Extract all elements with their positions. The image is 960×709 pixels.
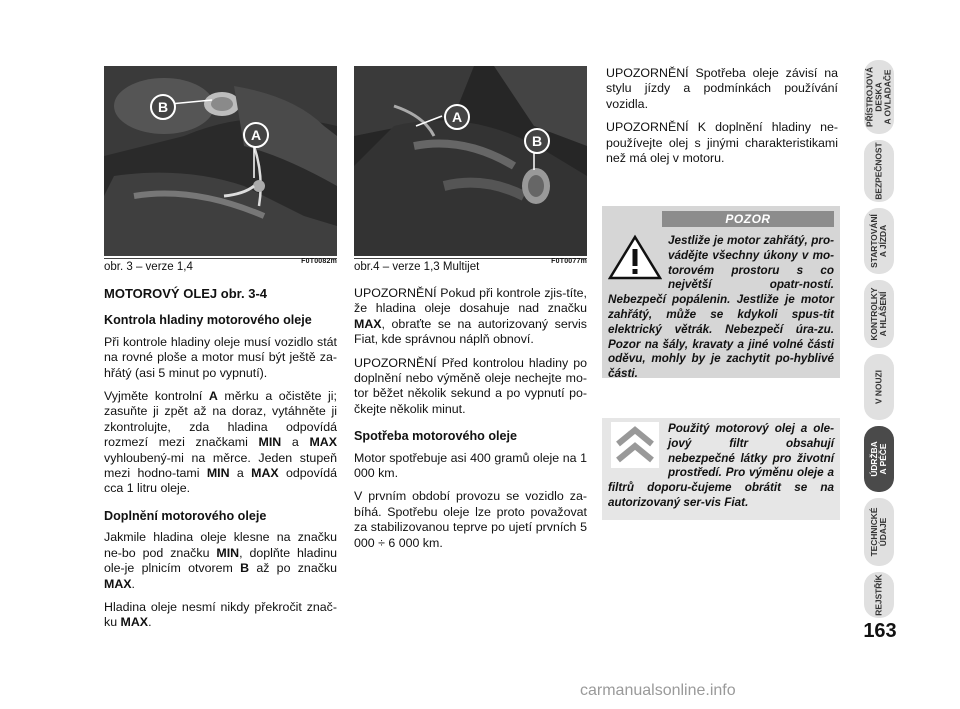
page-number: 163	[863, 620, 897, 642]
tab-bezpecnost[interactable]	[864, 140, 894, 202]
text: měrku a očistěte ji; zasuňte ji zpět až na doraz, vytáhněte ji zkontrolujte, zda hladina odpovídá rozmezí mezi značkami	[104, 389, 337, 450]
paragraph: Při kontrole hladiny oleje musí vozidlo stát na rovné ploše a motor musí být ještě za-hřátý (asi 5 minut po vypnutí).	[104, 334, 337, 380]
paragraph: Motor spotřebuje asi 400 gramů oleje na 1 000 km.	[354, 450, 587, 481]
warning-text-block	[608, 234, 834, 382]
text: .	[148, 615, 152, 630]
tab-label: PŘÍSTROJOVÁ DESKA A OVLADAČE	[864, 66, 893, 128]
watermark: carmanualsonline.info	[580, 682, 736, 699]
environment-text-fiat: Fiat	[724, 495, 746, 509]
text: MAX	[104, 576, 132, 591]
heading-oil-level-check: Kontrola hladiny motorového oleje	[104, 313, 312, 328]
environment-text-block	[608, 422, 834, 511]
tab-rejstrik[interactable]	[864, 572, 894, 618]
caption-text: obr.4 – verze 1,3 Multijet	[354, 261, 480, 273]
figure-caption-fig4	[354, 258, 587, 273]
warning-title: POZOR	[662, 211, 834, 227]
callout-b-fig3: B	[150, 94, 176, 120]
callout-b-fig4: B	[524, 128, 550, 154]
paragraph: UPOZORNĚNÍ Spotřeba oleje závisí na stylu jízdy a podmínkách používání vozidla.	[606, 66, 838, 111]
paragraph	[104, 600, 337, 631]
text: MIN	[206, 466, 230, 481]
paragraph	[104, 530, 337, 592]
paragraph: UPOZORNĚNÍ Před kontrolou hladiny po doplnění nebo výměně oleje nechejte mo-tor běžet několik sekund a po vypnutí po-čkejte několik minut.	[354, 355, 587, 416]
text: , doplňte hladinu ole-je plnicím otvorem	[104, 545, 337, 576]
heading-oil-top-up: Doplnění motorového oleje	[104, 508, 267, 523]
environment-text-end: .	[745, 495, 749, 509]
tab-label: KONTROLKY A HLÁŠENÍ	[869, 287, 888, 341]
text: Jakmile hladina oleje klesne na značku ne-bo pod značku	[104, 530, 337, 560]
heading-oil-consumption: Spotřeba motorového oleje	[354, 429, 518, 444]
column-3	[606, 66, 838, 174]
text: .	[131, 576, 135, 591]
text: A	[208, 389, 218, 404]
text: odpovídá cca 1 litru oleje.	[104, 466, 337, 496]
text: vyhloubený-mi na měrce. Jeden stupeň mezi hodno-tami	[104, 450, 337, 481]
text: a	[281, 435, 310, 450]
tab-technicke-udaje[interactable]	[864, 498, 894, 566]
paragraph: V prvním období provozu se vozidlo za-bíhá. Spotřebu oleje lze proto považovat za stabilizovanou teprve po ujetí prvních 5 000 ÷ 6 000 km.	[354, 489, 587, 550]
tab-v-nouzi[interactable]	[864, 354, 894, 420]
text: MAX	[354, 316, 382, 331]
tab-kontrolky[interactable]	[864, 280, 894, 348]
text: , obraťte se na autorizovaný servis Fiat, kde správnou náplň obnoví.	[354, 316, 587, 347]
tab-startovani[interactable]	[864, 208, 894, 274]
tab-label: TECHNICKÉ ÚDAJE	[869, 507, 888, 557]
text: MAX	[309, 435, 337, 450]
paragraph	[104, 389, 337, 497]
engine-photo-fig4	[354, 66, 587, 256]
callout-a-fig3: A	[243, 122, 269, 148]
tab-udrzba[interactable]	[864, 426, 894, 492]
tab-label: V NOUZI	[873, 370, 884, 404]
figure-code: F0T0077m	[551, 258, 587, 265]
tab-label: BEZPEČNOST	[873, 142, 884, 200]
column-1	[104, 286, 337, 639]
figure-code: F0T0082m	[301, 258, 337, 265]
warning-triangle-icon	[608, 234, 662, 280]
paragraph: UPOZORNĚNÍ K doplnění hladiny ne-používejte olej s jinými charakteristikami než má olej v motoru.	[606, 120, 838, 166]
text: UPOZORNĚNÍ Pokud při kontrole zjis-títe, že hladina oleje dosahuje nad značku	[354, 286, 587, 316]
text: MIN	[258, 435, 282, 450]
environment-text: Použitý motorový olej a ole-jový filtr obsahují nebezpečné látky pro životní prostředí. Pro výměnu oleje a filtrů doporu-čujeme obrátit se na autorizovaný ser-vis	[608, 422, 834, 509]
tab-pristrojova-deska[interactable]	[864, 60, 894, 134]
callout-a-fig4: A	[444, 104, 470, 130]
text: a	[229, 466, 252, 481]
section-title: MOTOROVÝ OLEJ obr. 3-4	[104, 286, 268, 301]
text: MIN	[216, 545, 240, 560]
text: MAX	[120, 615, 149, 630]
caption-text: obr. 3 – verze 1,4	[104, 261, 193, 273]
text: MAX	[251, 466, 279, 481]
text: B	[240, 561, 250, 576]
engine-photo-fig3	[104, 66, 337, 256]
paragraph	[354, 286, 587, 348]
text: Hladina oleje nesmí nikdy překročit znač-ku	[104, 599, 337, 630]
column-2	[354, 286, 587, 559]
tab-label: REJSTŘÍK	[873, 574, 884, 616]
text: Vyjměte kontrolní	[104, 389, 209, 404]
tab-label: STARTOVÁNÍ A JÍZDA	[869, 214, 888, 268]
tab-label: ÚDRŽBA A PÉČE	[869, 441, 888, 477]
recycle-chevrons-icon	[608, 422, 662, 468]
warning-text: Jestliže je motor zahřátý, pro-vádějte všechny úkony v mo-torovém prostoru s co největší opatr-ností. Nebezpečí popálenin. Jestliže je motor zahřátý, může se kdykoli spus-tit elektrický větrák. Nebezpečí úra-zu. Pozor na šály, kravaty a jiné volné části oděvu, mohly by je zachytit po-hyblivé části.	[608, 234, 834, 381]
text: až po značku	[249, 561, 337, 576]
figure-caption-fig3	[104, 258, 337, 273]
